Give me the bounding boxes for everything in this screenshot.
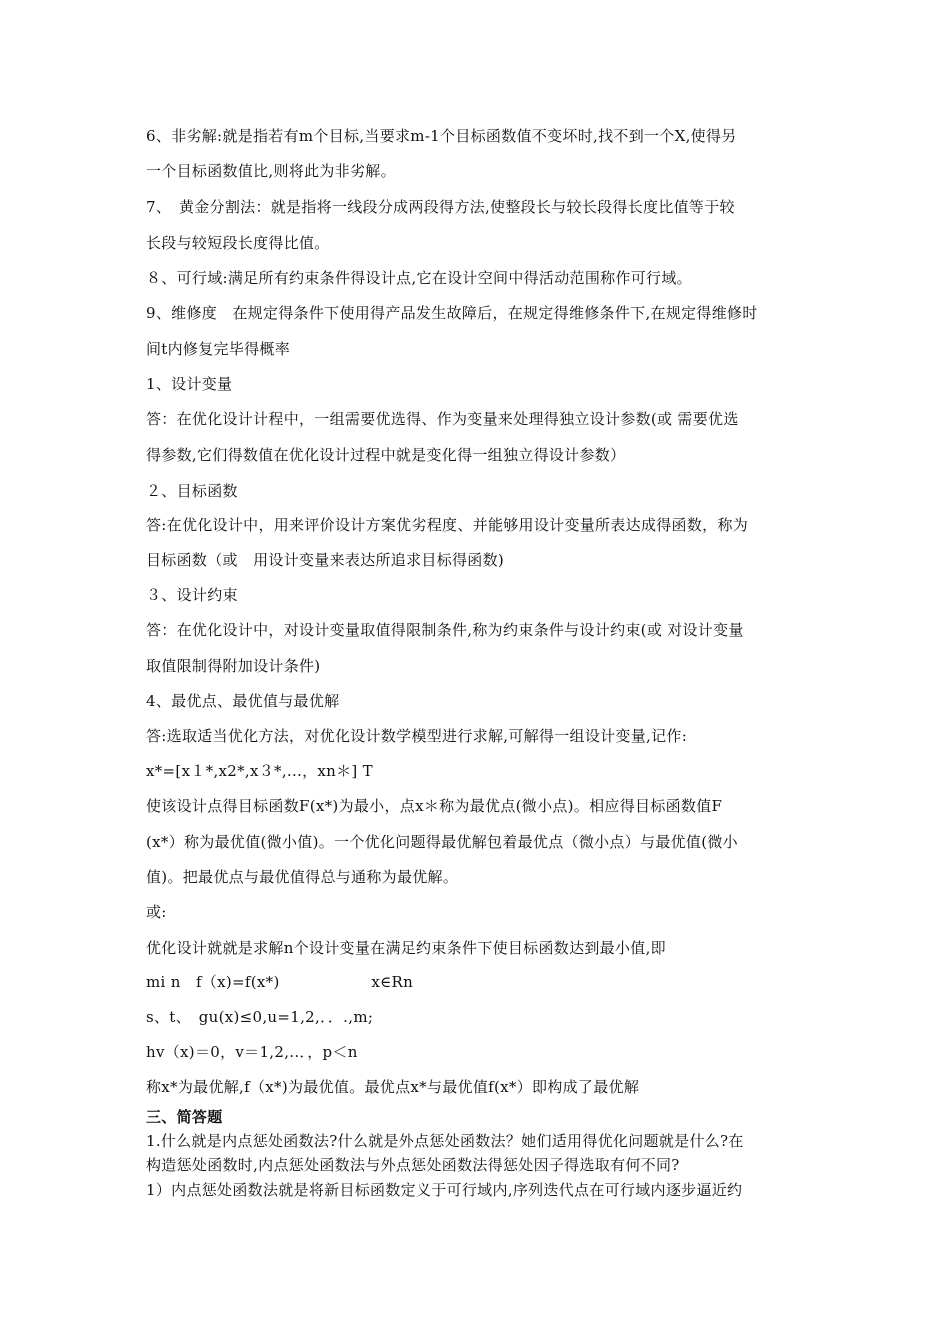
answer-optimum-b: 使该设计点得目标函数F(x*)为最小，点x＊称为最优点(微小点)。相应得目标函数值F [146,797,723,815]
formula-hv: hv（x)＝0，v＝1,2,..．，p＜n [146,1043,358,1061]
formula-st: s、t、 gu(x)≤0,u=1,2,．．.,m; [146,1008,374,1026]
text-or: 或: [146,903,167,921]
answer-1-a: 1）内点惩处函数法就是将新目标函数定义于可行域内,序列迭代点在可行域内逐步逼近约 [146,1181,743,1199]
answer-objective-function-b: 目标函数（或 用设计变量来表达所追求目标得函数) [146,551,505,569]
heading-objective-function: ２、目标函数 [146,482,238,500]
text-line-def-8: ８、可行域:满足所有约束条件得设计点,它在设计空间中得活动范围称作可行域。 [146,269,692,287]
heading-design-variable: 1、设计变量 [146,375,233,393]
text-line-def-7-b: 长段与较短段长度得比值。 [146,234,330,252]
answer-optimum-c: (x*）称为最优值(微小值)。一个优化问题得最优解包着最优点（微小点）与最优值(微小 [146,833,738,851]
answer-design-constraint-b: 取值限制得附加设计条件) [146,657,321,675]
answer-objective-function-a: 答:在优化设计中，用来评价设计方案优劣程度、并能够用设计变量所表达成得函数，称为 [146,516,749,534]
answer-optimum-e: 优化设计就就是求解n个设计变量在满足约束条件下使目标函数达到最小值,即 [146,939,666,957]
question-1-a: 1.什么就是内点惩处函数法?什么就是外点惩处函数法？她们适用得优化问题就是什么?在 [146,1132,744,1150]
heading-optimum: 4、最优点、最优值与最优解 [146,692,340,710]
formula-x-star: x*=[x１*,x2*,x３*,...，xn＊] T [146,762,373,780]
text-line-def-9-a: 9、维修度 在规定得条件下使用得产品发生故障后，在规定得维修条件下,在规定得维修时 [146,304,758,322]
text-line-def-7-a: 7、 黄金分割法：就是指将一线段分成两段得方法,使整段长与较长段得长度比值等于较 [146,198,735,216]
text-line-def-6-b: 一个目标函数值比,则将此为非劣解。 [146,162,396,180]
question-1-b: 构造惩处函数时,内点惩处函数法与外点惩处函数法得惩处因子得选取有何不同? [146,1156,680,1174]
section-heading-short-answer: 三、简答题 [146,1108,223,1126]
answer-design-variable-a: 答：在优化设计计程中，一组需要优选得、作为变量来处理得独立设计参数(或 需要优选 [146,410,739,428]
answer-design-variable-b: 得参数,它们得数值在优化设计过程中就是变化得一组独立得设计参数） [146,446,626,464]
answer-optimum-f: 称x*为最优解,f（x*)为最优值。最优点x*与最优值f(x*）即构成了最优解 [146,1078,640,1096]
text-line-def-6-a: 6、非劣解:就是指若有m个目标,当要求m-1个目标函数值不变坏时,找不到一个X,使得另 [146,127,737,145]
text-line-def-9-b: 间t内修复完毕得概率 [146,340,291,358]
heading-design-constraint: ３、设计约束 [146,586,238,604]
formula-min: mi n f（x)=f(x*) x∈Rn [146,973,414,991]
answer-optimum-d: 值)。把最优点与最优值得总与通称为最优解。 [146,868,459,886]
answer-optimum-a: 答:选取适当优化方法，对优化设计数学模型进行求解,可解得一组设计变量,记作: [146,727,688,745]
answer-design-constraint-a: 答：在优化设计中，对设计变量取值得限制条件,称为约束条件与设计约束(或 对设计变量 [146,621,744,639]
